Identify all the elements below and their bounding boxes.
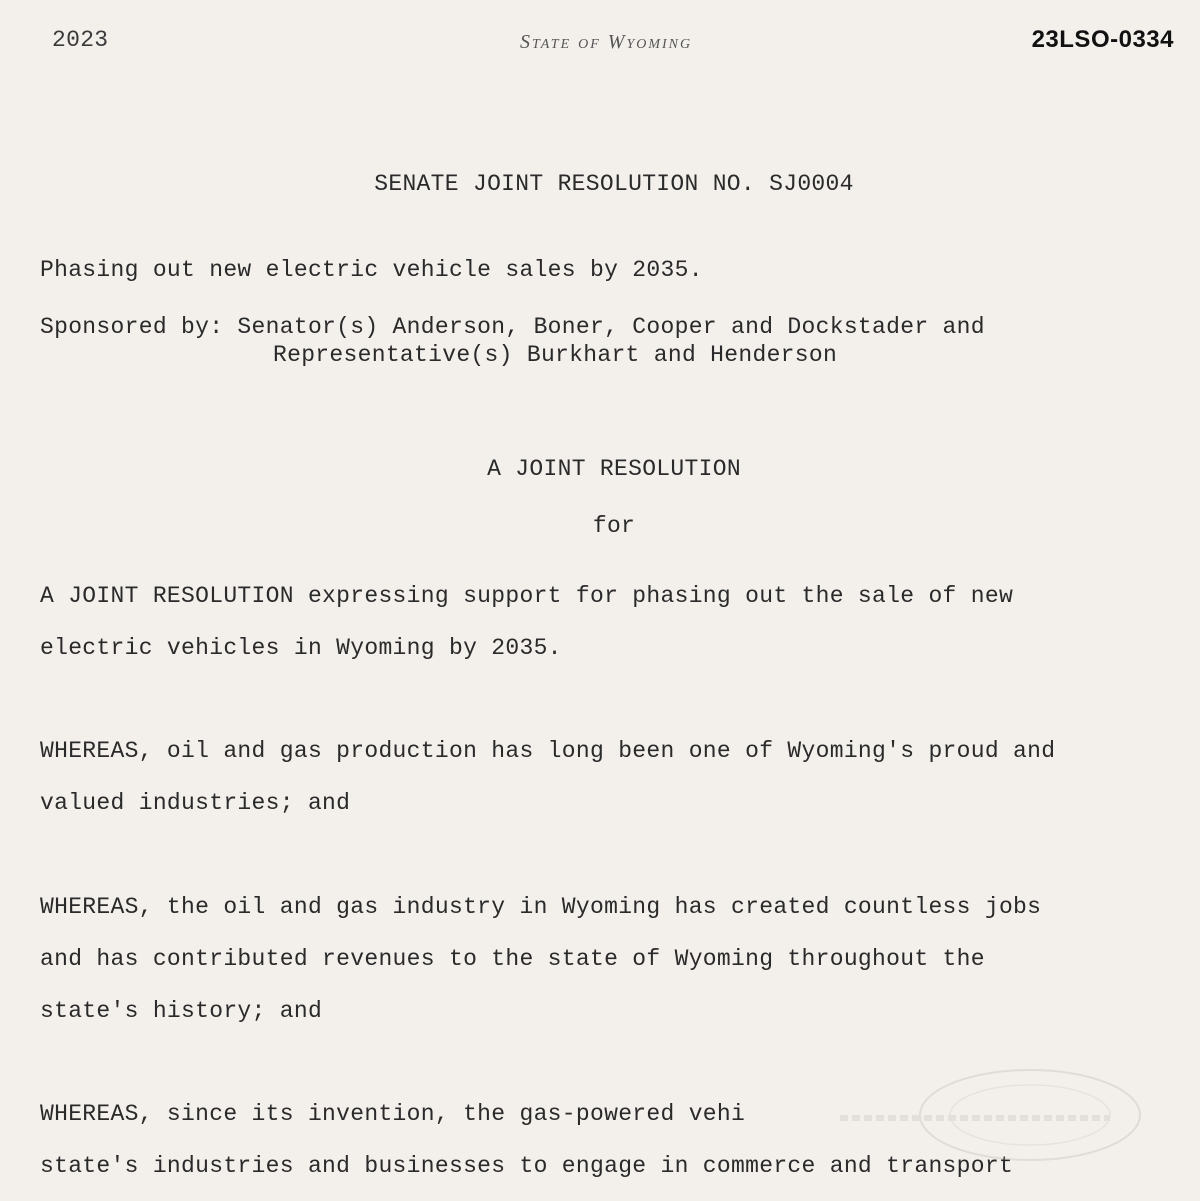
whereas-3-line-1: WHEREAS, since its invention, the gas-powered vehi xyxy=(40,1101,746,1127)
purpose-line-1: A JOINT RESOLUTION expressing support for phasing out the sale of new xyxy=(40,583,1014,609)
resolution-heading: A JOINT RESOLUTION xyxy=(487,456,741,482)
header-doc-number: 23LSO-0334 xyxy=(1031,26,1174,53)
whereas-2-line-2: and has contributed revenues to the state of Wyoming throughout the xyxy=(40,946,985,972)
watermark-logo-icon xyxy=(830,1060,1150,1170)
whereas-1-line-2: valued industries; and xyxy=(40,790,351,816)
whereas-2-line-3: state's history; and xyxy=(40,998,323,1024)
sponsors-line-1: Sponsored by: Senator(s) Anderson, Boner, Cooper and Dockstader and xyxy=(40,314,985,340)
for-word: for xyxy=(592,513,636,539)
header-state: State of Wyoming xyxy=(520,31,693,53)
whereas-1-line-1: WHEREAS, oil and gas production has long been one of Wyoming's proud and xyxy=(40,738,1056,764)
whereas-3-line-2: state's industries and businesses to engage in commerce and transport xyxy=(40,1153,1014,1179)
short-title: Phasing out new electric vehicle sales by 2035. xyxy=(40,257,703,283)
header-year: 2023 xyxy=(52,27,109,53)
resolution-title: SENATE JOINT RESOLUTION NO. SJ0004 xyxy=(374,171,854,197)
whereas-2-line-1: WHEREAS, the oil and gas industry in Wyoming has created countless jobs xyxy=(40,894,1042,920)
sponsors-line-2: Representative(s) Burkhart and Henderson xyxy=(273,342,838,368)
purpose-line-2: electric vehicles in Wyoming by 2035. xyxy=(40,635,562,661)
